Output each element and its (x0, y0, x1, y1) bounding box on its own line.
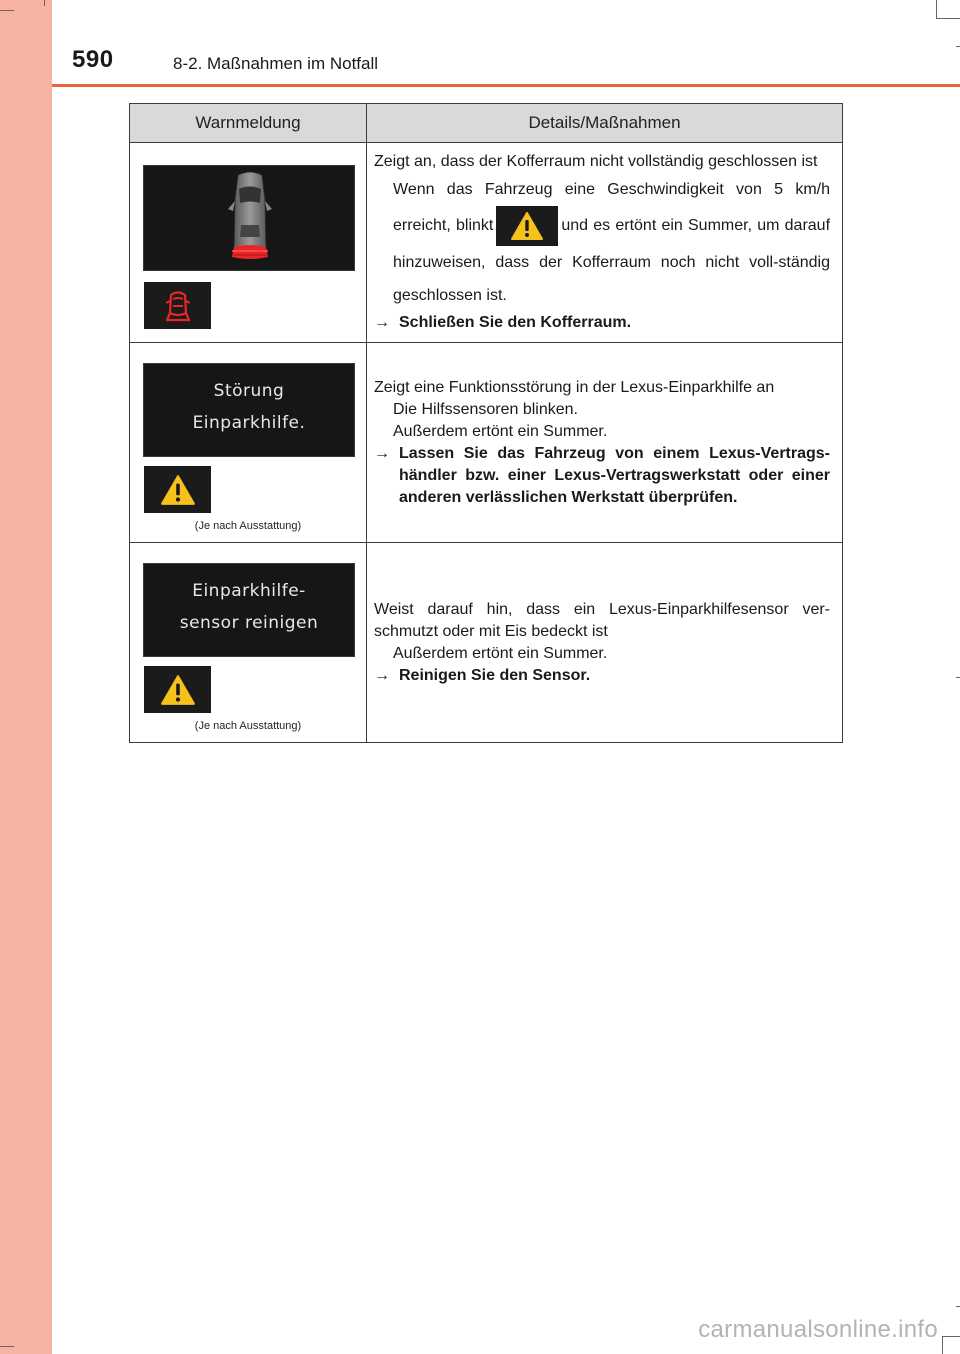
detail-description: Zeigt eine Funktionsstörung in der Lexus-Einparkhilfe an (374, 378, 775, 396)
inline-warning-indicator (496, 206, 558, 246)
arrow-icon: → (374, 314, 390, 331)
equipment-footnote: (Je nach Ausstattung) (194, 720, 302, 732)
equipment-footnote: (Je nach Ausstattung) (194, 520, 302, 532)
parking-assist-fault-display (143, 363, 355, 457)
table-row (130, 343, 843, 543)
column-header-warning: Warnmeldung (130, 104, 367, 143)
crop-mark (942, 1336, 943, 1354)
arrow-icon: → (374, 666, 390, 684)
crop-mark (936, 18, 960, 19)
detail-description: Weist darauf hin, dass ein Lexus-Einparkhilfesensor ver-schmutzt oder mit Eis bedeckt ist (374, 600, 830, 640)
warning-indicator (144, 666, 211, 713)
header-rule (52, 84, 960, 87)
crop-mark (956, 1306, 960, 1307)
watermark: carmanualsonline.info (698, 1316, 938, 1343)
trunk-open-indicator (144, 282, 211, 329)
column-header-details: Details/Maßnahmen (367, 104, 843, 143)
detail-explanation (374, 173, 830, 312)
table-row (130, 543, 843, 743)
details-cell (367, 343, 843, 543)
car-top-view-icon (220, 169, 280, 269)
warning-indicator (144, 466, 211, 513)
trunk-open-display (143, 165, 355, 271)
action-instruction: → Reinigen Sie den Sensor. (374, 665, 830, 687)
crop-mark (0, 10, 14, 11)
details-cell (367, 543, 843, 743)
trunk-open-indicator-icon (166, 289, 190, 323)
detail-text-after: und es ertönt ein Summer, um darauf hinzuweisen, dass der Kofferraum noch nicht voll-ständig geschlossen ist. (393, 217, 831, 304)
warning-triangle-icon (160, 674, 196, 706)
crop-mark (942, 1336, 960, 1337)
display-line-2: sensor reinigen (179, 613, 319, 633)
detail-explanation: Die Hilfssensoren blinken. (393, 400, 578, 418)
display-line-1: Störung (213, 381, 285, 401)
display-line-2: Einparkhilfe. (192, 413, 306, 433)
table-header-row (130, 104, 843, 143)
clean-sensor-display (143, 563, 355, 657)
warning-triangle-icon (160, 474, 196, 506)
arrow-icon: → (374, 444, 390, 462)
details-cell (367, 143, 843, 343)
page-number: 590 (72, 46, 114, 73)
side-color-strip (0, 0, 52, 1354)
detail-explanation: Außerdem ertönt ein Summer. (393, 422, 608, 440)
detail-description: Zeigt an, dass der Kofferraum nicht vollständig geschlossen ist (374, 153, 818, 170)
warning-triangle-icon (510, 211, 544, 241)
display-line-1: Einparkhilfe- (192, 581, 306, 601)
detail-text-before: Wenn das Fahrzeug eine Geschwindigkeit von 5 km/h erreicht, blinkt (393, 181, 830, 235)
warning-image-cell (130, 543, 367, 743)
detail-explanation: Außerdem ertönt ein Summer. (393, 644, 608, 662)
action-instruction: → Lassen Sie das Fahrzeug von einem Lexus-Vertrags-händler bzw. einer Lexus-Vertragswerkstatt oder einer anderen verlässlichen Werkstatt überprüfen. (374, 443, 830, 509)
crop-mark (956, 46, 960, 47)
warning-image-cell (130, 343, 367, 543)
crop-mark (44, 0, 45, 6)
action-instruction: → Schließen Sie den Kofferraum. (374, 312, 830, 334)
crop-mark (936, 0, 937, 18)
table-row (130, 143, 843, 343)
warning-table (129, 103, 843, 743)
crop-mark (956, 677, 960, 678)
warning-image-cell (130, 143, 367, 343)
chapter-title: 8-2. Maßnahmen im Notfall (173, 54, 379, 73)
crop-mark (0, 1346, 14, 1347)
